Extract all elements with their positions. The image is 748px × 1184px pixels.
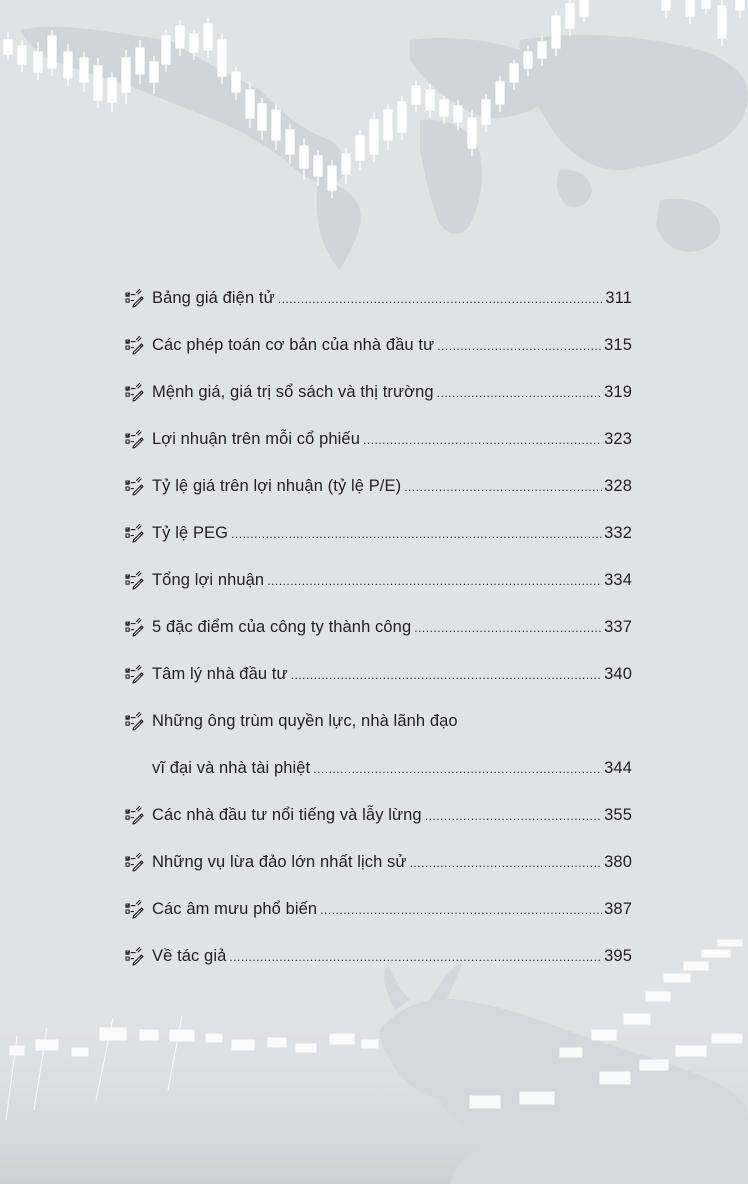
checklist-pencil-icon — [124, 288, 144, 308]
toc-entry[interactable] — [124, 568, 632, 592]
dot-leader — [425, 804, 602, 828]
toc-entry-title-continued: vĩ đại và nhà tài phiệt — [152, 759, 311, 777]
toc-entry[interactable] — [124, 709, 632, 780]
toc-entry[interactable] — [124, 615, 632, 639]
checklist-pencil-icon — [124, 899, 144, 919]
toc-entry-line — [124, 427, 632, 451]
toc-entry-page-number: 319 — [604, 383, 632, 401]
checklist-pencil-icon — [124, 664, 144, 684]
toc-entry-page-number: 315 — [604, 336, 632, 354]
toc-entry-line — [124, 568, 632, 592]
toc-entry-title: Tỷ lệ giá trên lợi nhuận (tỷ lệ P/E) — [152, 477, 402, 495]
toc-entry-line — [124, 850, 632, 874]
dot-leader — [267, 569, 602, 593]
toc-entry-title: Các âm mưu phổ biến — [152, 900, 318, 918]
checklist-pencil-icon — [124, 570, 144, 590]
dot-leader — [313, 757, 602, 781]
toc-entry-title: Tỷ lệ PEG — [152, 524, 229, 542]
toc-entry[interactable] — [124, 897, 632, 921]
checklist-pencil-icon — [124, 476, 144, 496]
toc-entry-page-number: 334 — [604, 571, 632, 589]
toc-entry-title: Tâm lý nhà đầu tư — [152, 665, 288, 683]
toc-entry-page-number: 395 — [604, 947, 632, 965]
dot-leader — [231, 522, 602, 546]
toc-entry[interactable] — [124, 521, 632, 545]
toc-entry-page-number: 355 — [604, 806, 632, 824]
checklist-pencil-icon — [124, 523, 144, 543]
toc-entry-line — [124, 380, 632, 404]
toc-entry-line — [124, 944, 632, 968]
dot-leader — [291, 663, 603, 687]
toc-entry-title: Tổng lợi nhuận — [152, 571, 265, 589]
toc-entry-title: Bảng giá điện tử — [152, 289, 275, 307]
toc-entry-line — [124, 615, 632, 639]
toc-entry-line — [124, 333, 632, 357]
dot-leader — [278, 287, 604, 311]
toc-entry-line — [124, 662, 632, 686]
toc-entry-line — [124, 521, 632, 545]
checklist-pencil-icon — [124, 617, 144, 637]
toc-entry[interactable] — [124, 380, 632, 404]
toc-entry-page-number: 328 — [604, 477, 632, 495]
checklist-pencil-icon — [124, 946, 144, 966]
toc-entry[interactable] — [124, 286, 632, 310]
checklist-pencil-icon — [124, 805, 144, 825]
toc-entry-line — [124, 286, 632, 310]
toc-entry-title: Các nhà đầu tư nổi tiếng và lẫy lừng — [152, 806, 422, 824]
toc-entry-title: Lợi nhuận trên mỗi cổ phiếu — [152, 430, 360, 448]
toc-entry-page-number: 340 — [604, 665, 632, 683]
toc-entry-page-number: 323 — [604, 430, 632, 448]
dot-leader — [414, 616, 602, 640]
toc-entry-page-number: 344 — [604, 759, 632, 777]
toc-entry-title: 5 đặc điểm của công ty thành công — [152, 618, 412, 636]
dot-leader — [437, 334, 602, 358]
toc-entry[interactable] — [124, 850, 632, 874]
dot-leader — [410, 851, 603, 875]
toc-entry-page-number: 311 — [605, 289, 632, 307]
toc-entry[interactable] — [124, 944, 632, 968]
checklist-pencil-icon — [124, 711, 144, 731]
toc-entry-title: Những ông trùm quyền lực, nhà lãnh đạo — [152, 712, 458, 730]
table-of-contents — [124, 286, 632, 991]
toc-entry-page-number: 387 — [604, 900, 632, 918]
toc-entry-line — [124, 897, 632, 921]
toc-entry-page-number: 337 — [604, 618, 632, 636]
dot-leader — [363, 428, 602, 452]
dot-leader — [404, 475, 602, 499]
toc-entry-title: Về tác giả — [152, 947, 227, 965]
dot-leader — [437, 381, 603, 405]
checklist-pencil-icon — [124, 335, 144, 355]
toc-entry[interactable] — [124, 333, 632, 357]
checklist-pencil-icon — [124, 852, 144, 872]
toc-entry-line — [124, 803, 632, 827]
checklist-pencil-icon — [124, 382, 144, 402]
checklist-pencil-icon — [124, 429, 144, 449]
toc-entry-line-continued — [124, 756, 632, 780]
toc-entry[interactable] — [124, 474, 632, 498]
toc-entry-title: Các phép toán cơ bản của nhà đầu tư — [152, 336, 435, 354]
toc-entry-line — [124, 474, 632, 498]
toc-entry-page-number: 380 — [604, 853, 632, 871]
toc-entry[interactable] — [124, 803, 632, 827]
toc-entry-line — [124, 709, 632, 733]
dot-leader — [320, 898, 602, 922]
toc-entry-title: Mệnh giá, giá trị sổ sách và thị trường — [152, 383, 434, 401]
toc-entry[interactable] — [124, 427, 632, 451]
dot-leader — [229, 945, 602, 969]
toc-entry-title: Những vụ lừa đảo lớn nhất lịch sử — [152, 853, 407, 871]
toc-entry-page-number: 332 — [604, 524, 632, 542]
toc-entry[interactable] — [124, 662, 632, 686]
